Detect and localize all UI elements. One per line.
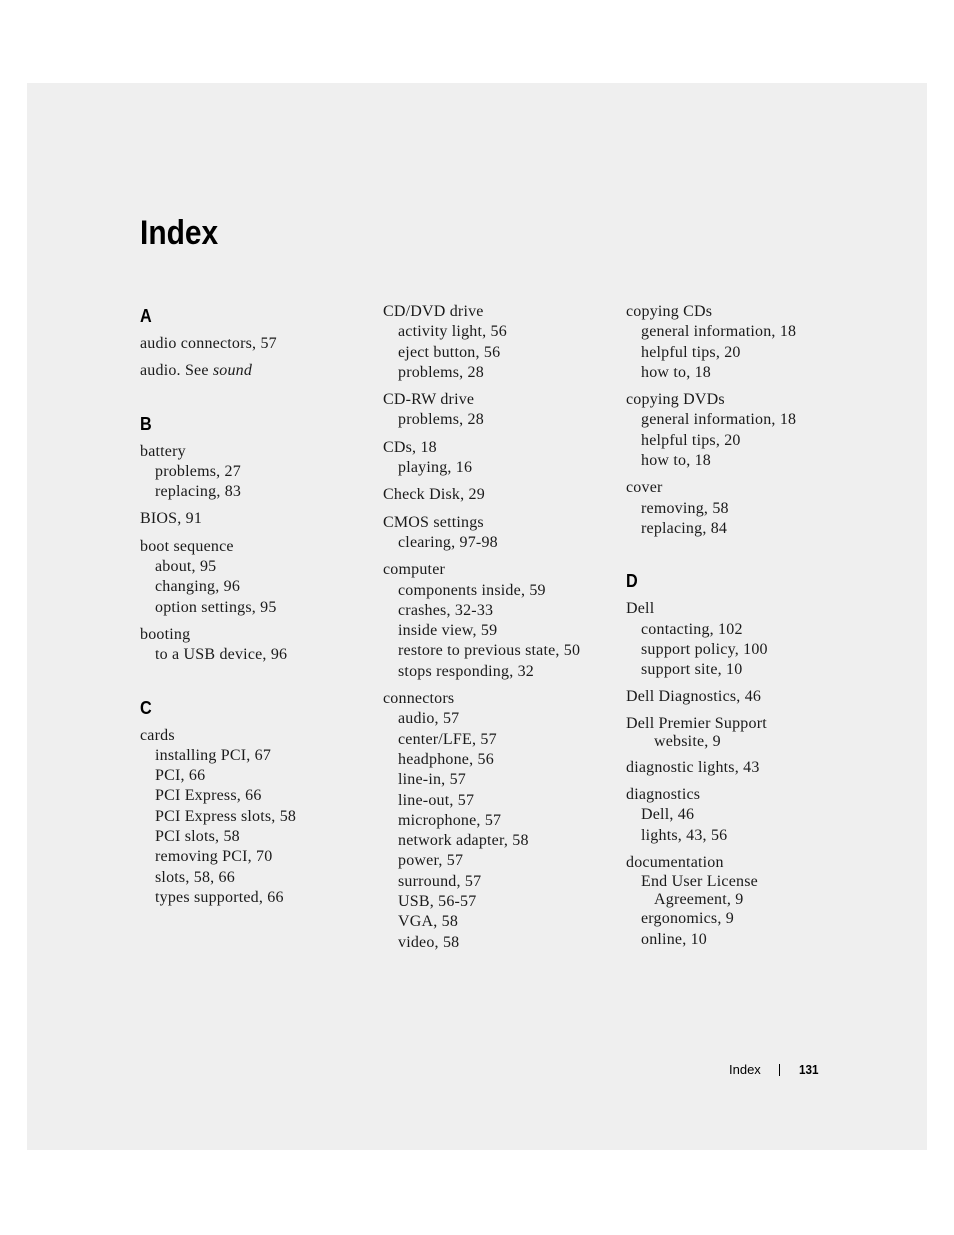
footer-label: Index [729,1062,761,1077]
entry-main: battery [140,442,186,460]
index-entry [383,513,613,554]
entry-main: CD/DVD drive [383,303,484,320]
index-entry [626,687,856,707]
entry-main: CDs, 18 [383,438,437,456]
entry-sub: problems, 28 [398,363,484,381]
index-entry [626,390,856,471]
index-entry [626,715,856,751]
entry-sub: crashes, 32-33 [398,601,494,619]
index-entry [626,599,856,680]
index-entry [383,560,613,682]
entry-main: cover [626,479,663,497]
entry-sub: support policy, 100 [641,640,768,658]
entry-sub: about, 95 [155,558,217,576]
entry-sub: installing PCI, 67 [155,746,272,764]
section-letter-d: D [626,571,638,592]
entry-sub: network adapter, 58 [398,832,529,850]
entry-main: Dell [626,600,655,618]
index-entry [626,758,856,778]
entry-sub: power, 57 [398,852,464,870]
entry-sub: USB, 56-57 [398,893,477,911]
index-entry [140,537,370,618]
page-number: 131 [799,1062,819,1077]
entry-main: Dell Premier Support [626,714,767,732]
entry-main: connectors [383,690,455,708]
index-entry [383,485,613,505]
entry-sub: changing, 96 [155,578,241,596]
footer-separator [779,1064,780,1076]
entry-sub: clearing, 97-98 [398,533,498,551]
entry-sub: types supported, 66 [155,888,284,906]
index-entry [626,853,856,950]
index-entry [383,302,613,383]
entry-main: copying CDs [626,303,713,320]
entry-sub: PCI slots, 58 [155,828,240,846]
entry-sub: support site, 10 [641,661,743,679]
entry-main: computer [383,561,446,579]
entry-sub: online, 10 [641,930,707,948]
entry-sub: contacting, 102 [641,620,743,638]
entry-sub: headphone, 56 [398,750,494,768]
entry-sub: removing PCI, 70 [155,848,273,866]
entry-sub: how to, 18 [641,363,711,381]
index-entry [626,302,856,383]
entry-main: Dell Diagnostics, 46 [626,688,762,706]
entry-sub: replacing, 84 [641,519,728,537]
index-entry [383,438,613,479]
entry-sub: components inside, 59 [398,581,546,599]
entry-main: CMOS settings [383,513,484,531]
entry-sub: general information, 18 [641,323,797,341]
index-entry [140,334,370,354]
entry-sub: PCI Express slots, 58 [155,807,297,825]
entry-sub: option settings, 95 [155,598,277,616]
entry-sub: inside view, 59 [398,622,498,640]
entry-sub: line-in, 57 [398,771,466,789]
see-target: sound [212,362,253,380]
entry-sub: center/LFE, 57 [398,730,497,748]
entry-sub: VGA, 58 [398,913,459,931]
entry-sub: End User License [641,873,758,891]
index-entry [140,726,370,909]
index-entry [383,689,613,953]
entry-main: boot sequence [140,537,234,555]
entry-main: documentation [626,853,724,871]
entry-main: cards [140,726,175,744]
entry-sub: line-out, 57 [398,791,475,809]
entry-sub: surround, 57 [398,872,482,890]
entry-sub: how to, 18 [641,452,711,470]
section-letter-a: A [140,306,152,326]
index-entry [626,478,856,539]
entry-sub: to a USB device, 96 [155,646,288,664]
index-entry [140,442,370,503]
entry-sub: problems, 27 [155,462,241,480]
entry-sub: PCI Express, 66 [155,787,262,805]
entry-main [140,361,370,381]
entry-sub: playing, 16 [398,459,473,477]
entry-sub: helpful tips, 20 [641,431,741,449]
index-column-1 [140,302,370,915]
entry-sub: stops responding, 32 [398,662,534,680]
entry-main: BIOS, 91 [140,510,203,528]
entry-sub: lights, 43, 56 [641,826,728,844]
entry-main: diagnostics [626,786,701,804]
entry-continuation: website, 9 [654,732,721,750]
entry-sub: Dell, 46 [641,806,695,824]
entry-sub: activity light, 56 [398,323,507,341]
entry-sub: video, 58 [398,933,460,951]
entry-sub: helpful tips, 20 [641,343,741,361]
see-text: audio. See [140,362,213,380]
page-title: Index [140,214,219,252]
entry-sub: eject button, 56 [398,343,501,361]
entry-sub: ergonomics, 9 [641,910,734,928]
entry-sub: audio, 57 [398,710,460,728]
entry-main: CD-RW drive [383,391,475,409]
entry-sub: slots, 58, 66 [155,868,235,886]
entry-main: copying DVDs [626,391,725,409]
index-entry [140,509,370,529]
entry-sub: restore to previous state, 50 [398,642,581,660]
entry-main: Check Disk, 29 [383,486,485,504]
entry-main: booting [140,625,191,643]
entry-sub: removing, 58 [641,499,729,517]
index-entry [140,361,370,381]
entry-sub: problems, 28 [398,411,484,429]
index-column-3 [626,302,856,957]
entry-continuation: Agreement, 9 [654,891,744,909]
entry-main: diagnostic lights, 43 [626,758,760,776]
entry-sub: general information, 18 [641,411,797,429]
section-letter-b: B [140,413,152,434]
entry-sub-wrapped [626,873,856,909]
index-entry [626,785,856,846]
entry-sub: microphone, 57 [398,811,502,829]
index-entry [140,625,370,666]
index-column-2 [383,302,613,960]
entry-sub: PCI, 66 [155,767,206,785]
entry-sub: replacing, 83 [155,483,242,501]
entry-main: audio connectors, 57 [140,335,277,352]
section-letter-c: C [140,697,152,718]
index-entry [383,390,613,431]
